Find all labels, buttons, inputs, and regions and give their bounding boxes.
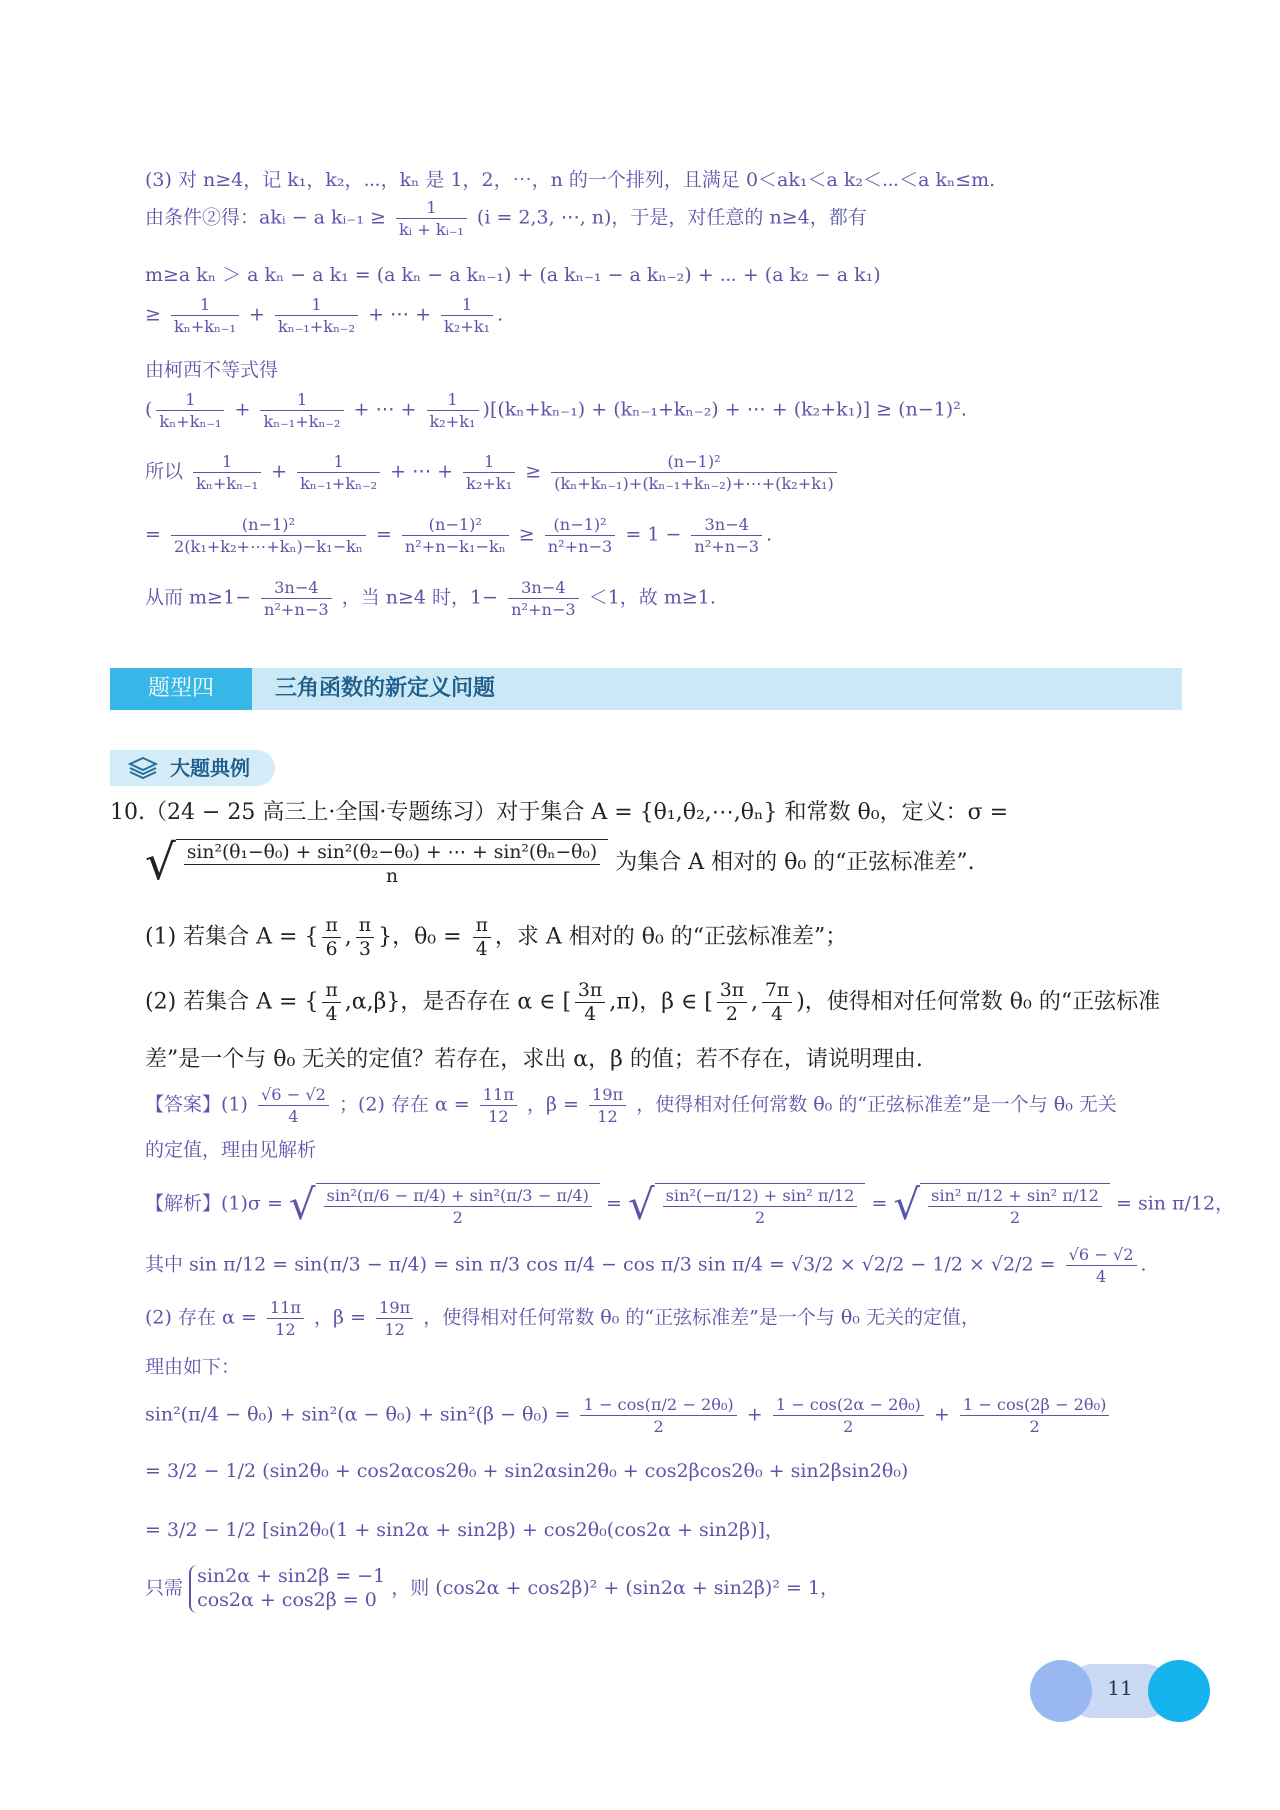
solution-line-7: 所以 $\frac{1}{\text{kₙ+kₙ₋₁}}$ + $\frac{1}{\text{kₙ₋₁+kₙ₋₂}}$ + ⋯ + $\frac{1}{\text{k₂+k₁}}$ ≥ $\frac{\text{(n−1)²}}{\text{(kₙ+kₙ₋₁)+(kₙ₋₁+kₙ₋₂)+⋯+(k₂+k₁)}}$ bbox=[145, 452, 1170, 493]
layers-icon bbox=[128, 756, 158, 780]
analysis-line-7: = 3/2 − 1/2 [sin2θ₀(1 + sin2α + sin2β) + cos2θ₀(cos2α + sin2β)]， bbox=[145, 1519, 784, 1541]
problem-q1: (1) 若集合 A = { $\frac{\pi}{6}$ , $\frac{\pi}{3}$ }，θ₀ = $\frac{\pi}{4}$ ，求 A 相对的 θ₀ 的“正弦标准差”； bbox=[145, 915, 848, 960]
page-number-decor-right bbox=[1148, 1660, 1210, 1722]
answer-line-1: 【答案】(1) $\frac{√6 - √2}{4}$ ；(2) 存在 α = $\frac{11\pi}{12}$ ，β = $\frac{19\pi}{12}$ ，使得相对任何常数 θ₀ 的“正弦标准差”是一个与 θ₀ 无关 bbox=[145, 1085, 1117, 1126]
example-tab bbox=[110, 750, 275, 786]
example-label: 大题典例 bbox=[170, 756, 250, 780]
section-tag: 题型四 bbox=[110, 668, 252, 710]
analysis-line-4: 理由如下： bbox=[145, 1356, 241, 1378]
analysis-label: 【解析】 bbox=[145, 1192, 222, 1215]
solution-line-6: ( $\frac{1}{\text{kₙ+kₙ₋₁}}$ + $\frac{1}{\text{kₙ₋₁+kₙ₋₂}}$ + ⋯ + $\frac{1}{\text{k₂+k₁}}$ )[(kₙ+kₙ₋₁) + (kₙ₋₁+kₙ₋₂) + ⋯ + (k₂+k₁)] ≥ (n−1)². bbox=[145, 390, 967, 431]
problem-header: 10.（24 − 25 高三上·全国·专题练习）对于集合 A = {θ₁,θ₂,⋯,θₙ} 和常数 θ₀，定义：σ = bbox=[110, 800, 1009, 825]
solution-line-8: = $\frac{\text{(n−1)²}}{\text{2(k₁+k₂+⋯+kₙ)−k₁−kₙ}}$ = $\frac{\text{(n−1)²}}{\text{n²+n−k₁−kₙ}}$ ≥ $\frac{\text{(n−1)²}}{\text{n²+n−3}}$ = 1 − $\frac{3n-4}{\text{n²+n−3}}$ . bbox=[145, 515, 773, 556]
analysis-line-3: (2) 存在 α = $\frac{11\pi}{12}$ ，β = $\frac{19\pi}{12}$ ，使得相对任何常数 θ₀ 的“正弦标准差”是一个与 θ₀ 无关的定值， bbox=[145, 1298, 980, 1339]
analysis-line-8: 只需 sin2α + sin2β = −1 cos2α + cos2β = 0 ，则 (cos2α + cos2β)² + (sin2α + sin2β)² = 1， bbox=[145, 1565, 840, 1611]
solution-line-9: 从而 m≥1− $\frac{3n-4}{\text{n²+n−3}}$ ，当 n≥4 时，1− $\frac{3n-4}{\text{n²+n−3}}$ ＜1，故 m≥1. bbox=[145, 578, 716, 619]
solution-line-4: ≥ $\frac{1}{\text{kₙ+kₙ₋₁}}$ + $\frac{1}{\text{kₙ₋₁+kₙ₋₂}}$ + ⋯ + $\frac{1}{\text{k₂+k₁}}$ . bbox=[145, 295, 504, 336]
analysis-line-5: sin²(π/4 − θ₀) + sin²(α − θ₀) + sin²(β − θ₀) = $\frac{\text{1 − cos(π/2 − 2θ₀)}}{2}$ + $\frac{\text{1 − cos(2α − 2θ₀)}}{2}$ + $\frac{\text{1 − cos(2β − 2θ₀)}}{2}$ bbox=[145, 1395, 1170, 1436]
problem-q2: (2) 若集合 A = { $\frac{\pi}{4}$ ,α,β}，是否存在 α ∈ [ $\frac{3\pi}{4}$ ,π)，β ∈ [ $\frac{3\pi}{2}$ , $\frac{7\pi}{4}$ )，使得相对任何常数 θ₀ 的“正弦标准 bbox=[145, 980, 1161, 1025]
solution-line-3: m≥a kₙ ＞ a kₙ − a k₁ = (a kₙ − a kₙ₋₁) + (a kₙ₋₁ − a kₙ₋₂) + ⋯ + (a k₂ − a k₁) bbox=[145, 264, 881, 286]
problem-q2-cont: 差”是一个与 θ₀ 无关的定值？若存在，求出 α，β 的值；若不存在，请说明理由. bbox=[145, 1047, 923, 1072]
answer-line-2: 的定值，理由见解析 bbox=[145, 1139, 317, 1161]
solution-line-5: 由柯西不等式得 bbox=[145, 359, 279, 381]
analysis-line-2: 其中 sin π/12 = sin(π/3 − π/4) = sin π/3 cos π/4 − cos π/3 sin π/4 = √3/2 × √2/2 − 1/2 × √2/2 = $\frac{√6 - √2}{4}$ . bbox=[145, 1245, 1147, 1286]
problem-definition: √ $\frac{\text{sin²(θ₁−θ₀) + sin²(θ₂−θ₀) + ⋯ + sin²(θₙ−θ₀)}}{n}$ 为集合 A 相对的 θ₀ 的“正弦标准差”. bbox=[145, 835, 975, 891]
section-header-bar bbox=[110, 668, 1182, 710]
page-number-decor-left bbox=[1030, 1660, 1092, 1722]
page-number: 11 bbox=[1107, 1676, 1133, 1700]
analysis-line-6: = 3/2 − 1/2 (sin2θ₀ + cos2αcos2θ₀ + sin2αsin2θ₀ + cos2βcos2θ₀ + sin2βsin2θ₀) bbox=[145, 1460, 909, 1482]
solution-line-2: 由条件②得：akᵢ − a kᵢ₋₁ ≥ $\frac{1}{\text{kᵢ + kᵢ₋₁}}$ (i = 2,3, ⋯, n)，于是，对任意的 n≥4，都有 bbox=[145, 198, 867, 239]
solution-line-1: (3) 对 n≥4，记 k₁，k₂，⋯，kₙ 是 1，2，⋯，n 的一个排列，且满足 0＜ak₁＜a k₂＜⋯＜a kₙ≤m. bbox=[145, 169, 996, 191]
section-title: 三角函数的新定义问题 bbox=[275, 676, 496, 701]
answer-label: 【答案】 bbox=[145, 1093, 222, 1116]
analysis-line-1: 【解析】(1)σ = √ $\frac{\text{sin²(π/6 − π/4) + sin²(π/3 − π/4)}}{2}$ = √ $\frac{\text{sin²(−π/12) + sin² π/12}}{2}$ = √ $\frac{\text{sin² π/12 + sin² π/12}}{2}$ = sin π/12， bbox=[145, 1180, 1235, 1229]
